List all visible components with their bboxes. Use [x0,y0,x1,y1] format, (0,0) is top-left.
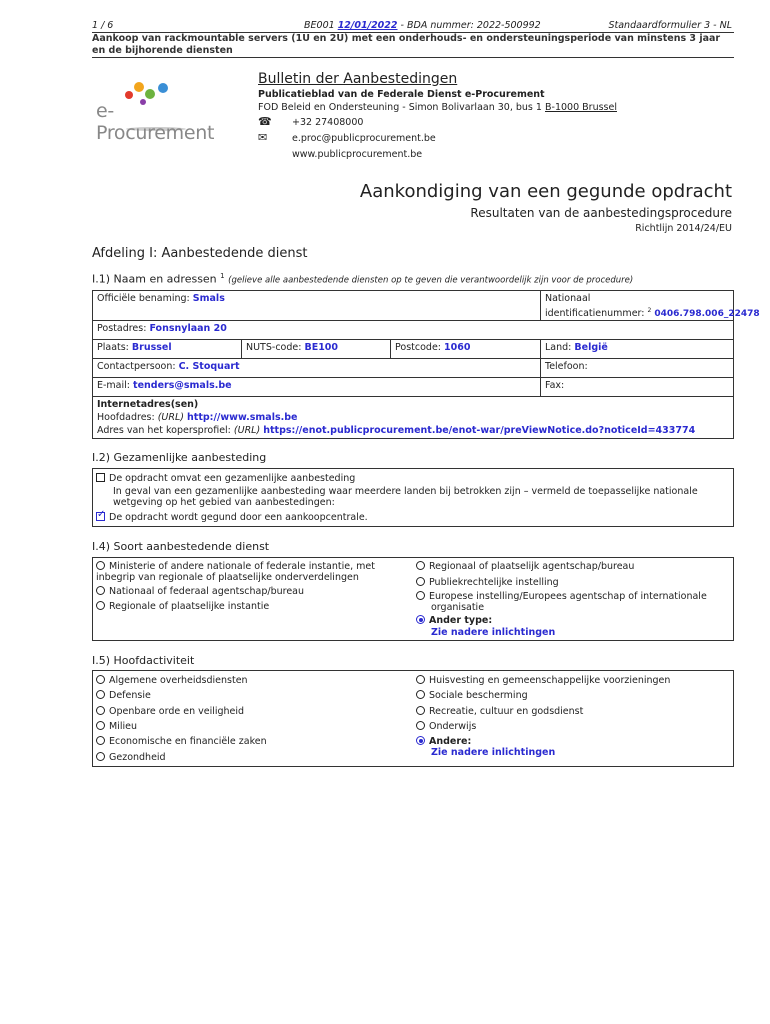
postal-address-value: Fonsnylaan 20 [149,323,227,334]
field-label: Nationaal [545,293,591,304]
directive: Richtlijn 2014/24/EU [635,223,732,234]
city-cell [92,339,242,359]
postcode-cell [390,339,541,359]
activity-option[interactable] [96,752,166,763]
radio-icon [96,561,105,570]
main-activity-title: I.5) Hoofdactiviteit [92,654,195,667]
activity-other-value: Zie nadere inlichtingen [431,747,556,758]
option-label: Milieu [109,721,137,732]
publisher-email[interactable]: e.proc@publicprocurement.be [292,133,436,144]
url-tag: (URL) [157,412,184,423]
radio-icon [416,675,425,684]
bulletin-title: Bulletin der Aanbestedingen [258,71,458,87]
authority-type-option[interactable] [96,561,411,583]
selected-radio-icon [416,615,425,624]
radio-icon [416,561,425,570]
subject-divider [92,57,734,58]
section-title: Afdeling I: Aanbestedende dienst [92,246,308,261]
notice-subtitle: Resultaten van de aanbestedingsprocedure [470,206,732,220]
publisher-address: FOD Beleid en Ondersteuning - Simon Bolivarlaan 30, bus 1 [258,102,542,113]
envelope-icon: ✉ [258,131,268,144]
field-label: Fax: [545,380,565,391]
radio-icon [96,675,105,684]
publisher-website[interactable]: www.publicprocurement.be [292,149,423,160]
checkbox-icon [96,473,105,482]
contact-person-value: C. Stoquart [178,361,240,372]
email-cell [92,377,541,397]
nuts-code-cell [241,339,391,359]
joint-procurement-title: I.2) Gezamenlijke aanbesteding [92,451,267,464]
national-id-cell [540,290,760,321]
national-id-value: 0406.798.006_22478 [654,309,760,320]
option-label: De opdracht omvat een gezamenlijke aanbesteding [109,473,356,484]
option-label: Onderwijs [429,721,477,732]
option-label: Economische en financiële zaken [109,736,267,747]
activity-option[interactable] [416,721,476,732]
email-value[interactable]: tenders@smals.be [133,380,232,391]
postcode-value: 1060 [444,342,471,353]
joint-procurement-note: In geval van een gezamenlijke aanbesteding waar meerdere landen bij betrokken zijn – vermeld de toepasselijke nationale wetgeving op het gebied van aanbestedingen: [113,486,698,508]
option-label: Recreatie, cultuur en godsdienst [429,706,584,717]
option-label: Gezondheid [109,752,166,763]
country-cell [540,339,734,359]
subsection-note: (gelieve alle aanbestedende diensten op te geven die verantwoordelijk zijn voor de procedure) [228,275,634,286]
activity-option[interactable] [96,675,248,686]
notice-reference [304,20,541,31]
main-address-link[interactable]: http://www.smals.be [187,412,298,423]
authority-type-option[interactable] [416,561,634,572]
eprocurement-logo [96,74,222,144]
radio-icon [96,586,105,595]
url-tag: (URL) [233,425,261,436]
buyer-profile-link[interactable]: https://enot.publicprocurement.be/enot-war/preViewNotice.do?noticeId=433774 [263,425,696,436]
field-label: E-mail: [97,380,130,391]
option-label: Publiekrechtelijke instelling [429,577,559,588]
authority-type-option[interactable] [416,591,743,613]
field-label: Hoofdadres: [97,412,155,423]
field-label: identificatienummer: [545,308,645,320]
ref-prefix: BE001 [304,20,335,31]
field-label: Postcode: [395,342,441,353]
field-label: NUTS-code: [246,342,302,353]
central-purchasing-option[interactable] [96,512,368,523]
activity-other-option[interactable] [416,736,471,747]
authority-type-other-option[interactable] [416,615,492,626]
notice-date: 12/01/2022 [337,20,398,31]
fax-cell [540,377,734,397]
activity-option[interactable] [416,706,583,717]
bda-number: - BDA nummer: 2022-500992 [397,20,541,31]
authority-type-option[interactable] [96,586,304,597]
notice-title: Aankondiging van een gegunde opdracht [359,181,732,202]
authority-type-other-value: Zie nadere inlichtingen [431,627,556,638]
option-label: Regionaal of plaatselijk agentschap/bureau [429,561,635,572]
footnote-ref: 2 [647,307,652,314]
phone-icon: ☎ [258,115,272,128]
radio-icon [96,736,105,745]
radio-icon [96,721,105,730]
radio-icon [416,577,425,586]
field-label: Telefoon: [545,361,588,372]
subsection-names-addresses [92,272,633,286]
radio-icon [416,721,425,730]
field-label: Plaats: [97,342,129,353]
postal-address-cell [92,320,734,340]
authority-type-option[interactable] [96,601,269,612]
field-label: Officiële benaming: [97,293,190,304]
option-label: Nationaal of federaal agentschap/bureau [109,586,305,597]
option-label: Defensie [109,690,151,701]
internet-label: Internetadres(sen) [97,399,199,410]
activity-option[interactable] [96,706,244,717]
field-label: Adres van het kopersprofiel: [97,425,231,436]
activity-option[interactable] [96,736,267,747]
internet-addresses-cell [92,396,734,439]
city-value: Brussel [131,342,172,353]
activity-option[interactable] [96,690,151,701]
country-value: België [574,342,608,353]
radio-icon [96,601,105,610]
option-label: Huisvesting en gemeenschappelijke voorzieningen [429,675,671,686]
field-label: Postadres: [97,323,147,334]
selected-radio-icon [416,736,425,745]
radio-icon [416,690,425,699]
nuts-code-value: BE100 [304,342,339,353]
phone-cell [540,358,734,378]
publisher-phone: +32 27408000 [292,117,364,128]
publisher-subtitle: Publicatieblad van de Federale Dienst e-Procurement [258,89,545,100]
page-number: 1 / 6 [92,20,114,31]
option-label: Regionale of plaatselijke instantie [109,601,270,612]
option-label: Openbare orde en veiligheid [109,706,245,717]
checked-checkbox-icon [96,512,105,521]
official-name-value: Smals [192,293,225,304]
subsection-title: I.1) Naam en adressen [92,272,217,286]
activity-option[interactable] [96,721,137,732]
form-name: Standaardformulier 3 - NL [608,20,732,31]
publisher-city: B-1000 Brussel [545,102,617,113]
radio-icon [416,591,425,600]
option-label: Algemene overheidsdiensten [109,675,248,686]
option-label: Ander type: [429,615,493,626]
option-label: Sociale bescherming [429,690,528,701]
activity-option[interactable] [416,690,528,701]
joint-procurement-option[interactable] [96,473,355,484]
contract-subject: Aankoop van rackmountable servers (1U en 2U) met een onderhouds- en ondersteuningsperiode van minstens 3 jaar en de bijhorende diensten [92,33,721,56]
activity-option[interactable] [416,675,670,686]
radio-icon [96,706,105,715]
official-name-cell [92,290,541,321]
logo-text: e-Procurement [96,100,215,144]
field-label: Contactpersoon: [97,361,176,372]
option-label: Andere: [429,736,472,747]
radio-icon [416,706,425,715]
authority-type-option[interactable] [416,577,559,588]
field-label: Land: [545,342,572,353]
contact-person-cell [92,358,541,378]
radio-icon [96,690,105,699]
option-label: De opdracht wordt gegund door een aankoopcentrale. [109,512,368,523]
authority-type-title: I.4) Soort aanbestedende dienst [92,540,270,553]
option-label: Ministerie of andere nationale of federale instantie, met inbegrip van regionale of plaatselijke onderverdelingen [96,561,375,583]
option-label: Europese instelling/Europees agentschap of internationale organisatie [429,591,707,613]
footnote-ref: 1 [220,272,225,280]
radio-icon [96,752,105,761]
